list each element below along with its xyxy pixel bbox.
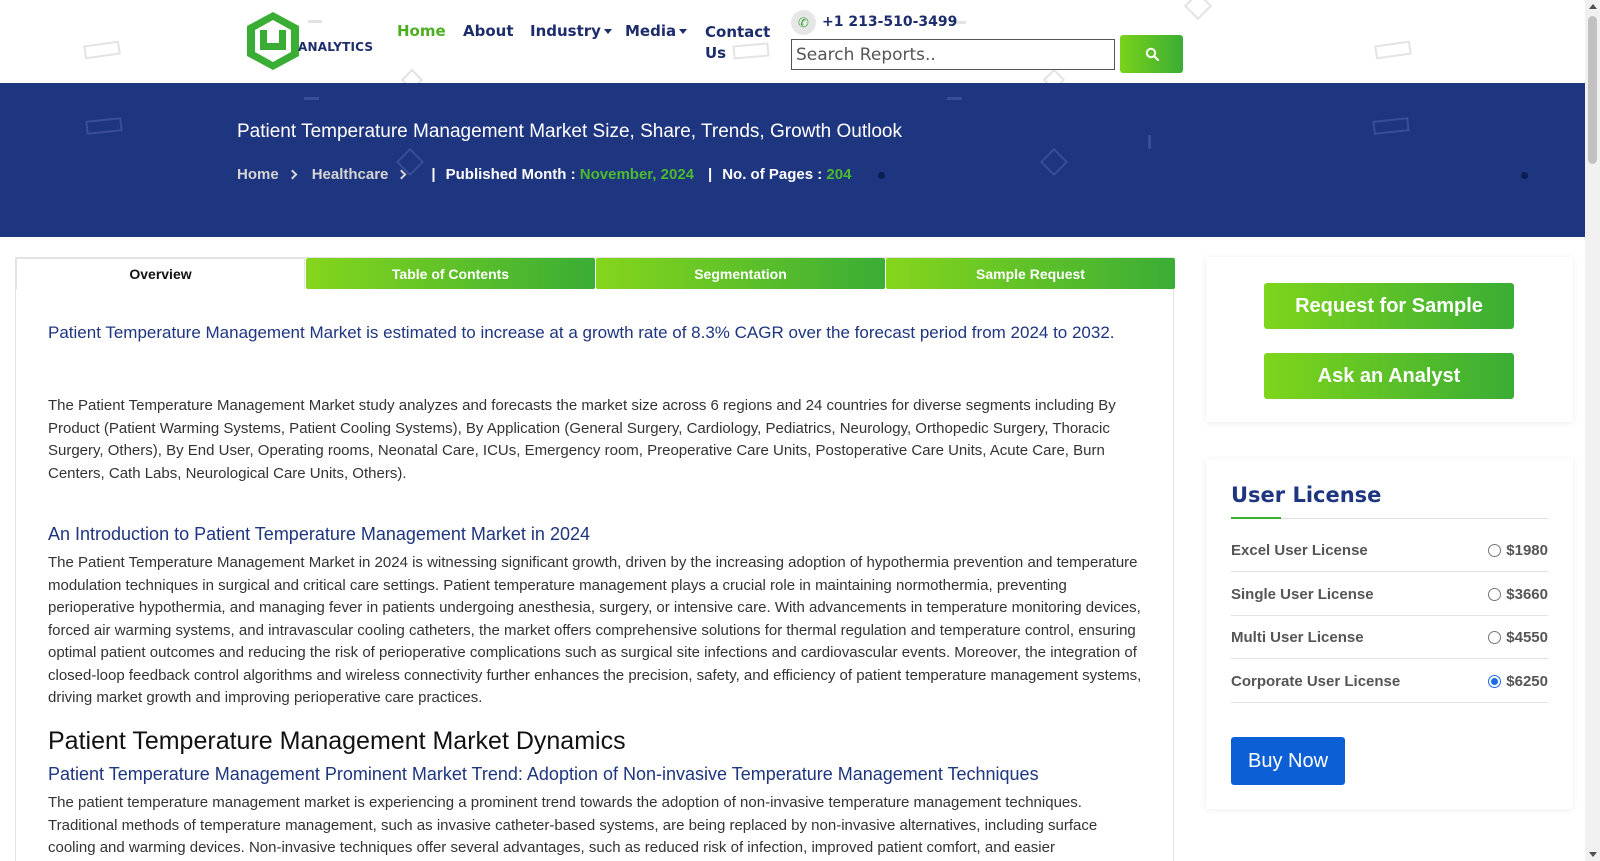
breadcrumb-healthcare[interactable]: Healthcare <box>311 166 389 183</box>
separator: | <box>708 166 713 183</box>
chevron-down-icon <box>679 29 687 34</box>
decorative-shape <box>83 41 121 60</box>
tab-bar <box>16 258 1173 290</box>
chevron-down-icon <box>604 29 612 34</box>
license-price: $1980 <box>1506 541 1548 559</box>
trend-paragraph: The patient temperature management market is experiencing a prominent trend towards the adoption of non-invasive temperature management techniques. Traditional methods of temperature management, such as invasive catheter-based systems, are being replaced by non-invasive alternatives, including surface cooling and warming devices. Non-invasive techniques offer several advantages, such as reduced risk of infection, improved patient comfort, and easier <box>48 794 1098 856</box>
tab-table-of-contents[interactable]: Table of Contents <box>306 258 595 289</box>
decorative-shape <box>1184 0 1212 20</box>
page-banner <box>0 83 1585 237</box>
nav-industry[interactable] <box>530 22 612 40</box>
license-price: $4550 <box>1506 628 1548 646</box>
pages-label: No. of Pages : <box>722 166 823 183</box>
search-button[interactable] <box>1120 35 1183 73</box>
nav-media[interactable] <box>625 22 687 40</box>
nav-home[interactable]: Home <box>397 22 446 40</box>
tab-overview[interactable]: Overview <box>16 258 305 289</box>
decorative-shape <box>947 97 962 100</box>
breadcrumb-home[interactable]: Home <box>237 166 279 183</box>
scroll-down-icon[interactable] <box>1589 852 1597 857</box>
segment-overview-paragraph: The Patient Temperature Management Market study analyzes and forecasts the market size across 6 regions and 24 countries for diverse segments including By Product (Patient Warming Systems, Patient Cooling Systems), By Application (General Surgery, Cardiology, Pediatrics, Neurology, Orthopedic Surgery, Thoracic Surgery, Others), By End User, Operating rooms, Neonatal Care, ICUs, Emergency room, Preoperative Care Units, Postoperative Care Units, Acute Care, Burn Centers, Cath Labs, Neurological Care Units, Others). <box>48 397 1116 482</box>
decorative-shape <box>1374 41 1412 60</box>
decorative-shape <box>1043 69 1066 83</box>
search-input[interactable] <box>791 39 1115 70</box>
published-label: Published Month : <box>445 166 576 183</box>
user-license-card <box>1206 459 1573 809</box>
license-option-corporate[interactable] <box>1231 660 1548 703</box>
scroll-up-icon[interactable] <box>1589 4 1597 9</box>
license-option-multi[interactable] <box>1231 616 1548 659</box>
license-title: User License <box>1231 483 1382 507</box>
license-name: Corporate User License <box>1231 672 1401 690</box>
license-option-excel[interactable] <box>1231 529 1548 572</box>
license-price: $6250 <box>1506 672 1548 690</box>
nav-about[interactable]: About <box>463 22 514 40</box>
breadcrumb <box>237 166 851 183</box>
nav-contact[interactable]: Contact Us <box>705 23 771 62</box>
decorative-shape <box>85 117 122 135</box>
action-card <box>1206 257 1573 422</box>
license-price-group <box>1488 542 1548 559</box>
license-price-group <box>1488 586 1548 603</box>
tab-segmentation[interactable]: Segmentation <box>596 258 885 289</box>
site-header <box>0 0 1585 83</box>
page-title: Patient Temperature Management Market Size, Share, Trends, Growth Outlook <box>237 121 902 142</box>
chevron-right-icon <box>287 170 297 180</box>
license-radio[interactable] <box>1488 544 1501 557</box>
license-name: Multi User License <box>1231 628 1364 646</box>
phone-number[interactable]: +1 213-510-3499 <box>822 14 958 30</box>
ask-analyst-button[interactable]: Ask an Analyst <box>1264 353 1514 399</box>
search-icon <box>1145 47 1159 61</box>
lead-statement: Patient Temperature Management Market is estimated to increase at a growth rate of 8.3% CAGR over the forecast period from 2024 to 2032. <box>48 323 1115 342</box>
report-content-panel <box>15 257 1174 861</box>
license-price-group <box>1488 629 1548 646</box>
buy-now-button[interactable]: Buy Now <box>1231 737 1345 785</box>
logo-text: ANALYTICS <box>298 40 374 54</box>
request-sample-button[interactable]: Request for Sample <box>1264 283 1514 329</box>
license-radio[interactable] <box>1488 631 1501 644</box>
license-name: Excel User License <box>1231 541 1368 559</box>
decorative-dot <box>878 172 885 179</box>
dynamics-heading: Patient Temperature Management Market Dynamics <box>48 727 626 755</box>
published-value: November, 2024 <box>579 166 695 183</box>
license-radio[interactable] <box>1488 588 1501 601</box>
license-name: Single User License <box>1231 585 1374 603</box>
intro-heading: An Introduction to Patient Temperature Management Market in 2024 <box>48 524 590 544</box>
license-radio-selected[interactable] <box>1488 675 1501 688</box>
license-price-group <box>1488 673 1548 690</box>
decorative-shape <box>1148 135 1151 149</box>
intro-paragraph: The Patient Temperature Management Market in 2024 is witnessing significant growth, driven by the increasing adoption of hypothermia prevention and temperature modulation techniques in surgical and critical care settings. Patient temperature management plays a crucial role in maintaining normothermia, preventing perioperative hypothermia, and managing fever in patients undergoing anesthesia, surgery, or intensive care. With advancements in temperature monitoring devices, forced air warming systems, and intravascular cooling catheters, the market offers comprehensive solutions for thermal regulation and temperature control, ensuring optimal patient outcomes and reducing the risk of perioperative complications such as surgical site infections and cardiovascular events. Moreover, the integration of closed-loop feedback control algorithms and wireless connectivity further enhances the precision, safety, and efficiency of patient temperature management systems, driving market growth and improving perioperative care practices. <box>48 554 1142 706</box>
logo-icon <box>243 10 303 72</box>
decorative-dot <box>1521 172 1528 179</box>
license-option-single[interactable] <box>1231 573 1548 616</box>
license-price: $3660 <box>1506 585 1548 603</box>
scroll-thumb[interactable] <box>1588 16 1597 164</box>
trend-heading: Patient Temperature Management Prominent Market Trend: Adoption of Non-invasive Temperature Management Techniques <box>48 764 1039 784</box>
nav-media-label: Media <box>625 22 677 40</box>
pages-value: 204 <box>826 166 852 183</box>
decorative-shape <box>1040 148 1068 176</box>
decorative-shape <box>1372 117 1409 135</box>
decorative-shape <box>401 69 424 83</box>
phone-icon: ✆ <box>791 10 816 35</box>
chevron-right-icon <box>397 170 407 180</box>
nav-industry-label: Industry <box>530 22 601 40</box>
page-scrollbar[interactable] <box>1585 0 1600 861</box>
separator: | <box>431 166 436 183</box>
decorative-shape <box>304 97 319 100</box>
tab-sample-request[interactable]: Sample Request <box>886 258 1175 289</box>
title-accent <box>1231 517 1281 519</box>
